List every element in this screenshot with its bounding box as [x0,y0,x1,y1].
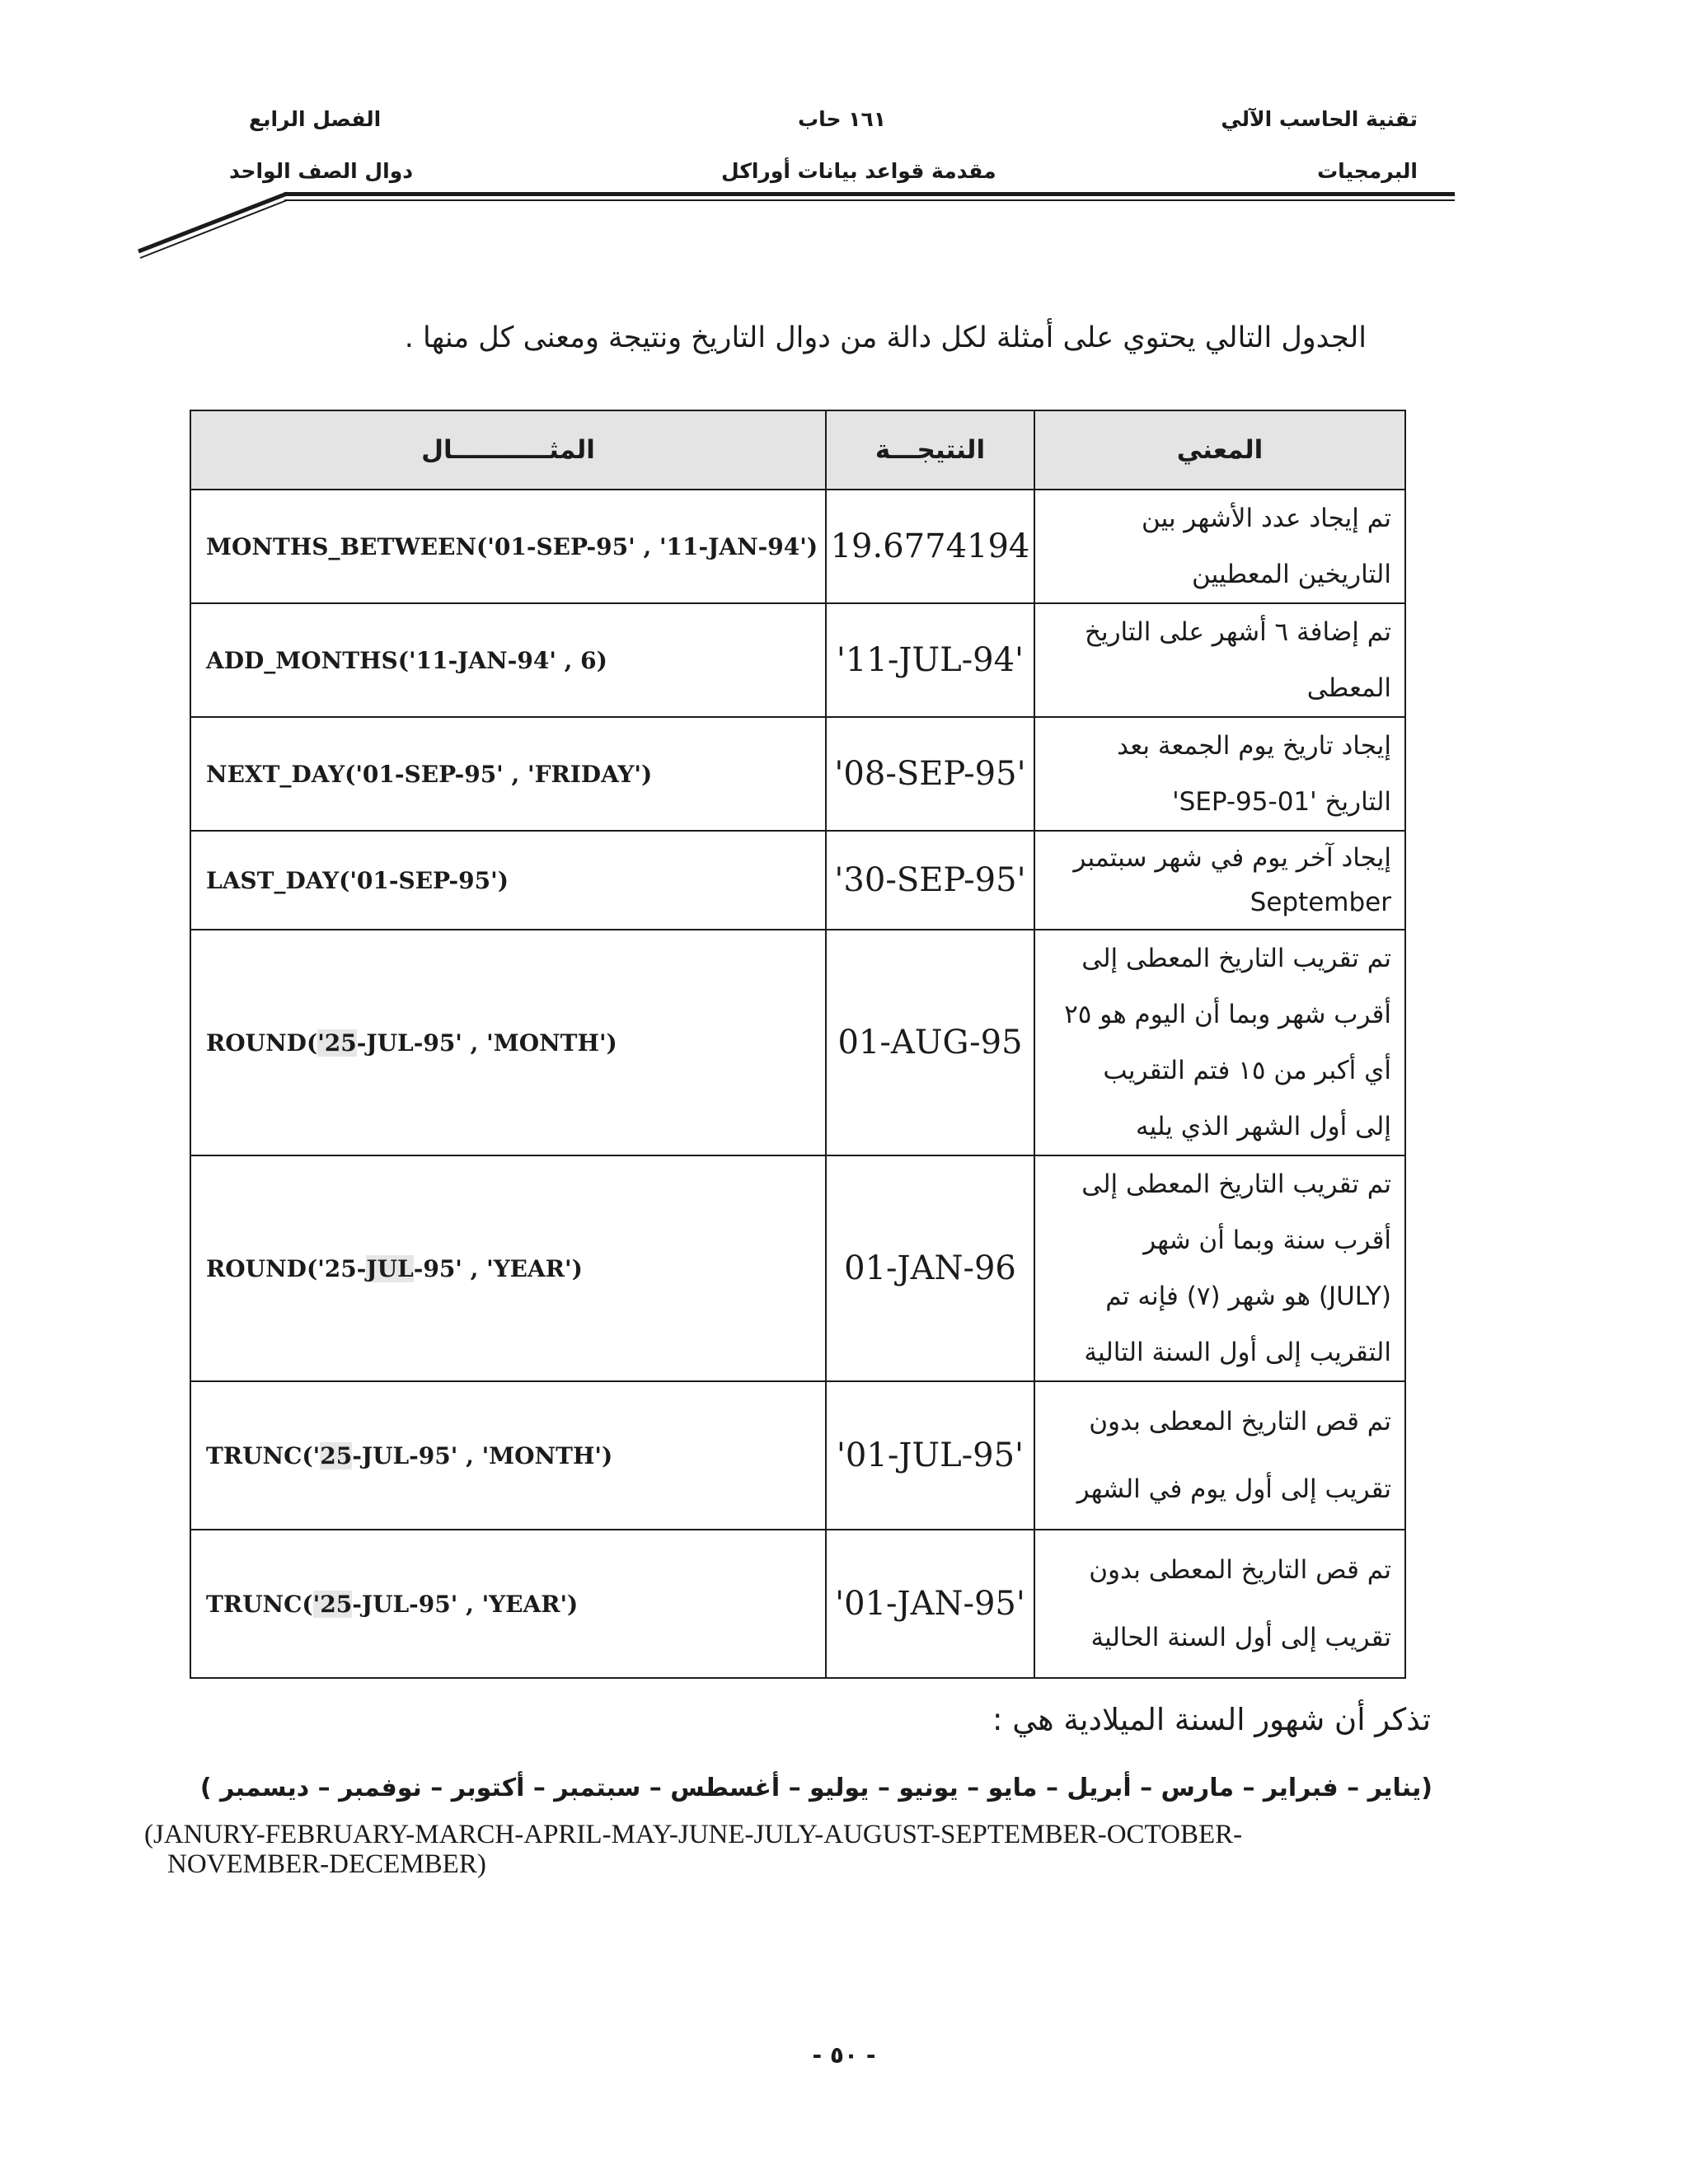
header-rule-slant [132,185,297,268]
table-row [190,831,1405,930]
table-header-row [190,410,1405,490]
months-arabic: (يناير – فبراير – مارس – أبريل – مايو – يونيو – يوليو – أغسطس – سبتمبر – أكتوبر – نوفمبر – ديسمبر ) [199,1774,1432,1802]
header-example: المثـــــــــــال [190,410,826,490]
months-english-line1: (JANURY-FEBRUARY-MARCH-APRIL-MAY-JUNE-JULY-AUGUST-SEPTEMBER-OCTOBER- [144,1820,1243,1849]
result-cell: '01-JAN-95' [826,1530,1034,1678]
intro-text: الجدول التالي يحتوي على أمثلة لكل دالة من دوال التاريخ ونتيجة ومعنى كل منها . [404,321,1367,354]
example-cell [190,930,826,1155]
result-cell: 01-AUG-95 [826,930,1034,1155]
example-text: ROUND('25- [206,1254,367,1282]
example-cell: MONTHS_BETWEEN('01-SEP-95' , '11-JAN-94') [190,490,826,603]
meaning-cell [1034,490,1405,603]
example-text: TRUNC(' [206,1441,321,1469]
example-text: -JUL-95' , 'YEAR') [352,1590,579,1618]
meaning-text: إيجاد تاريخ يوم الجمعة بعد التاريخ '01-SEP-95' [1117,731,1391,817]
example-highlight: JUL [366,1254,414,1282]
result-cell: 01-JAN-96 [826,1155,1034,1381]
example-cell: ADD_MONTHS('11-JAN-94' , 6) [190,603,826,717]
table-row [190,603,1405,717]
header-meaning: المعني [1034,410,1405,490]
meaning-cell [1034,603,1405,717]
months-english-line2: NOVEMBER-DECEMBER) [167,1849,486,1879]
example-cell [190,1381,826,1530]
example-text: TRUNC( [206,1590,313,1618]
meaning-text: تم إيجاد عدد الأشهر بين التاريخين المعطيين [1142,504,1391,589]
meaning-cell [1034,1530,1405,1678]
header-result: النتيجـــة [826,410,1034,490]
header-left-chapter: الفصل الرابع [249,107,382,131]
months-english [144,1820,1438,1879]
meaning-text: تم إضافة ٦ أشهر على التاريخ المعطى [1084,617,1391,703]
header-left-subtitle: دوال الصف الواحد [229,159,414,183]
date-functions-table [190,410,1406,1679]
table-row [190,1530,1405,1678]
example-cell: NEXT_DAY('01-SEP-95' , 'FRIDAY') [190,717,826,831]
header-right-subtitle: البرمجيات [1317,159,1418,183]
result-cell: '30-SEP-95' [826,831,1034,930]
header-rule-thin [284,199,1455,201]
header-right-title: تقنية الحاسب الآلي [1221,107,1418,131]
meaning-text: تم تقريب التاريخ المعطى إلى أقرب شهر وبما أن اليوم هو ٢٥ أي أكبر من ١٥ فتم التقريب إلى أول الشهر الذي يليه [1064,944,1391,1141]
table-row [190,1155,1405,1381]
example-highlight: '25 [312,1590,353,1618]
example-cell [190,1530,826,1678]
example-text: -95' , 'YEAR') [413,1254,583,1282]
example-highlight: 25 [320,1441,353,1469]
result-cell: '01-JUL-95' [826,1381,1034,1530]
table-row [190,1381,1405,1530]
header-rule-thick [284,192,1455,196]
table-row [190,717,1405,831]
result-cell: '11-JUL-94' [826,603,1034,717]
example-text: -JUL-95' , 'MONTH') [356,1029,617,1057]
meaning-text: تم قص التاريخ المعطى بدون تقريب إلى أول يوم في الشهر [1076,1407,1391,1504]
example-cell [190,1155,826,1381]
months-reminder: تذكر أن شهور السنة الميلادية هي : [992,1702,1431,1737]
header-center-title: مقدمة قواعد بيانات أوراكل [721,159,996,183]
header-center-code: ١٦١ حاب [798,107,887,131]
table-row [190,930,1405,1155]
meaning-cell [1034,930,1405,1155]
example-highlight: '25 [317,1029,357,1057]
result-cell: 19.6774194 [826,490,1034,603]
meaning-cell [1034,717,1405,831]
meaning-cell [1034,831,1405,930]
meaning-text: إيجاد آخر يوم في شهر سبتمبر September [1073,843,1391,917]
meaning-cell [1034,1155,1405,1381]
meaning-cell [1034,1381,1405,1530]
example-text: -JUL-95' , 'MONTH') [352,1441,613,1469]
page-number: - ٥٠ - [812,2041,876,2069]
result-cell: '08-SEP-95' [826,717,1034,831]
table-row [190,490,1405,603]
meaning-text: تم قص التاريخ المعطى بدون تقريب إلى أول السنة الحالية [1089,1555,1391,1652]
example-text: ROUND( [206,1029,318,1057]
meaning-text: تم تقريب التاريخ المعطى إلى أقرب سنة وبما أن شهر (JULY) هو شهر (٧) فإنه تم التقريب إلى أول السنة التالية [1081,1169,1391,1367]
example-cell: LAST_DAY('01-SEP-95') [190,831,826,930]
